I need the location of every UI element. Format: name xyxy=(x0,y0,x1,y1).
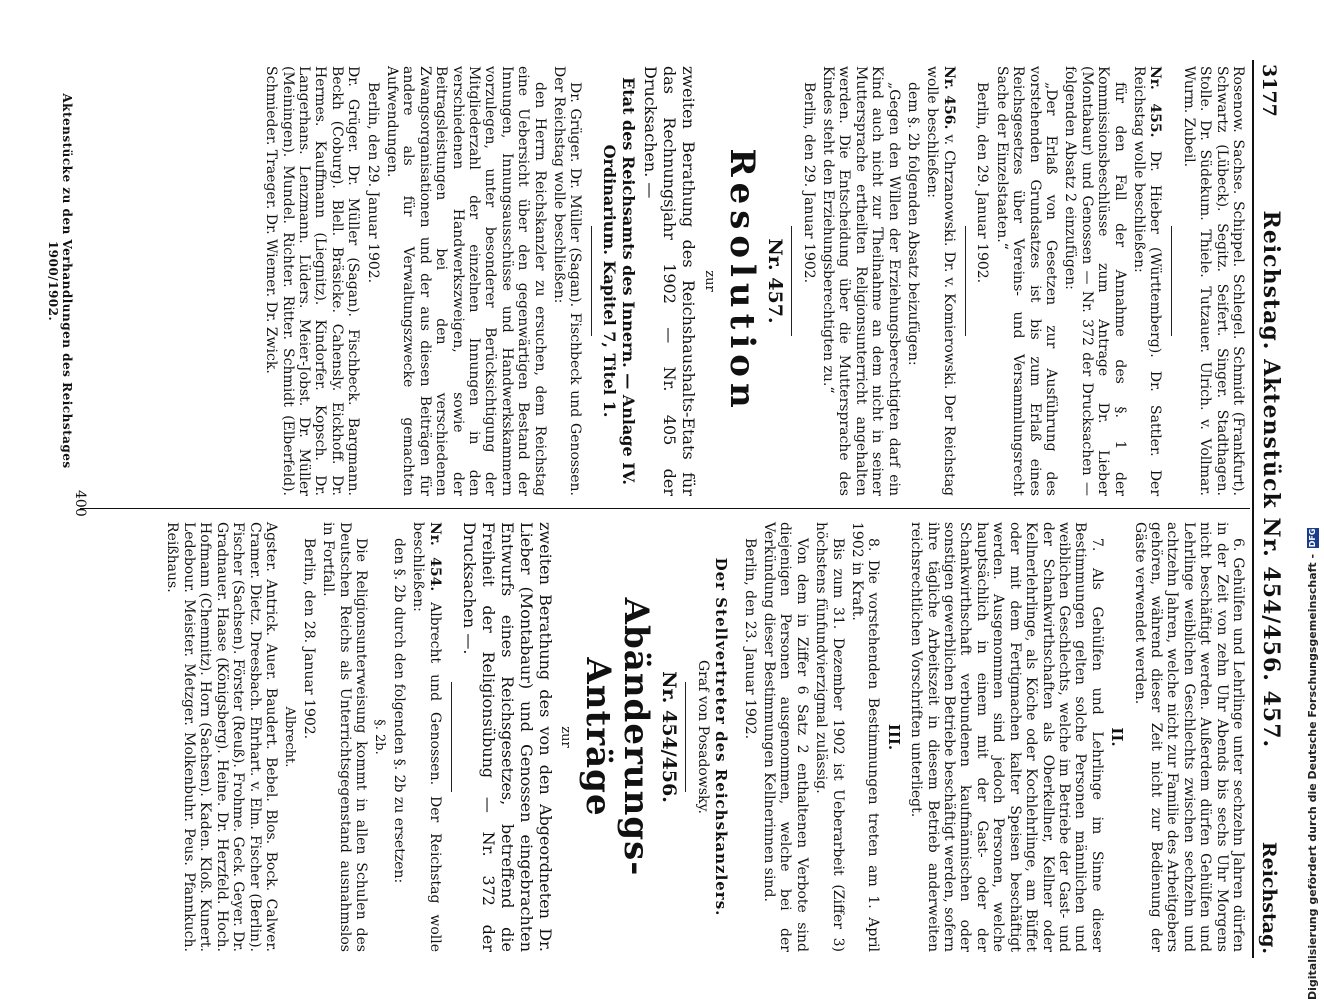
date-4: Berlin, den 29. Januar 1902. xyxy=(800,82,817,284)
etat-line: Etat des Reichsamts des Innern. — Anlage IV. Ordinarium. Kapitel 7, Titel 1. xyxy=(600,77,639,485)
page-header xyxy=(1258,64,1282,954)
digitization-text: Digitalisierung gefördert durch die Deutsche Forschungsgemeinschaft - xyxy=(1306,553,1319,1000)
nr-456: Nr. 456. xyxy=(940,66,957,130)
nr-456-text: v. Chrzanowski. Dr. v. Komierowski. Der Reichstag wolle beschließen: xyxy=(924,66,957,497)
nr-456-quote: „Gegen den Willen der Erziehungsberechtigten darf ein Kind auch nicht zur Theilnahme an dem nicht in seiner Muttersprache ertheilten Religionsunterricht angehalten werden. Die Entscheidung über die Muttersprache des Kindes steht den Erziehungsberechtigten zu.“ xyxy=(820,66,902,496)
para-8c: Von dem in Ziffer 6 Satz 2 enthaltenen Verbote sind diejenigen Personen ausgenommen, welche bei der Verkündung dieser Bestimmungen Kellnerinnen sind. xyxy=(761,522,810,952)
para-7: 7. Als Gehülfen und Lehrlinge im Sinne dieser Bestimmungen gelten solche Personen männlichen und weiblichen Geschlechts, welche im Betriebe der Gast- und der Schankwirthschaften als Oberkellner, Kellner oder Kellnerlehrlinge, als Köche oder Kochlehrlinge, am Büffet oder mit dem Fertigmachen kalter Speisen beschäftigt werden. Ausgenommen sind jedoch Personen, welche hauptsächlich in einem mit der Gast- oder der Schankwirthschaft verbundenen kaufmännischen oder sonstigen gewerblichen Betriebe beschäftigt werden, sofern ihre tägliche Arbeitszeit in diesem Betrieb anderweiten reichsrechtlichen Vorschriften unterliegt. xyxy=(908,522,1105,952)
header-rule xyxy=(1252,60,1254,958)
separator xyxy=(591,226,592,336)
zur-2: zur xyxy=(701,270,717,292)
para-8: 8. Die vorstehenden Bestimmungen treten am 1. April 1902 in Kraft. xyxy=(849,522,882,952)
para-2b: §. 2b. xyxy=(372,719,388,755)
separator xyxy=(451,682,452,792)
signature-title: Der Stellvertreter des Reichskanzlers. xyxy=(712,557,731,917)
header-title: Reichstag. Aktenstück Nr. 454/456. 457. xyxy=(1258,210,1284,749)
signatory-list-1: Agster. Antrick. Auer. Baudert. Bebel. Blos. Bock. Calwer. Cramer. Dietz. Dreesbach. Ehrhart. v. Elm. Fischer (Berlin). Fischer (Sachsen). Förster (Reuß). Frohme. Geck. Geyer. Dr. Gradnauer. Haase (Königsberg). Heine. Dr. Herzfeld. Hoch. Hofmann (Chemnitz). Horn (Sachsen). Kaden. Kloß. Kunert. Ledebour. Meister. Metzger. Molkenbuhr. Peus. Pfannkuch. Reißhaus. xyxy=(164,522,279,952)
para-8b: Bis zum 31. Dezember 1902 ist Ueberarbeit (Ziffer 3) höchstens fünfundvierzigmal zulässig. xyxy=(813,522,846,952)
resolution-signers: Dr. Grüger. Dr. Müller (Sagan). Fischbeck und Genossen. Der Reichstag wolle beschließen: xyxy=(551,66,584,496)
header-page-number: 3177 xyxy=(1258,64,1280,117)
para-6: 6. Gehülfen und Lehrlinge unter sechzehn Jahren dürfen in der Zeit von zehn Uhr Abends bis sechs Uhr Morgens nicht beschäftigt werden. Außerdem dürfen Gehülfen und Lehrlinge weiblichen Geschlechts zwischen sechzehn und achtzehn Jahren, welche nicht zur Familie des Arbeitgebers gehören, während dieser Zeit nicht zur Bedienung der Gäste verwendet werden. xyxy=(1131,522,1246,952)
column-left-side xyxy=(260,66,1246,496)
signer-albrecht: Albrecht. xyxy=(282,706,298,768)
amendment-title: Abänderungs-Anträge xyxy=(578,597,656,877)
nr-454-456: Nr. 454/456. xyxy=(658,671,681,803)
signatory-list-2: Dr. Grüger. Dr. Müller (Sagan). Fischbeck. Bargmann. Beckh (Coburg). Blell. Bräsicke. Cahensly. Eickhoff. Dr. Hermes. Kauffmann (Liegnitz). Kindorfer. Kopsch. Dr. Langerhans. Lenzmann. Lüders. Meier-Jobst. Dr. Müller (Meiningen). Mundel. Richter. Ritter. Schmidt (Elberfeld). Schmieder. Traeger. Dr. Wiemer. Dr. Zwick. xyxy=(263,66,362,496)
separator xyxy=(685,682,686,792)
nr-455: Nr. 455. xyxy=(1147,66,1164,138)
column-right-side xyxy=(161,522,1246,952)
section-ii: II. xyxy=(1108,727,1127,747)
date-2: Berlin, den 28. Januar 1902. xyxy=(300,538,317,740)
resolution-text: den Herrn Reichskanzler zu ersuchen, dem Reichstag eine Uebersicht über den gegenwärtigen Bestand der Innungen, Innungsausschüsse und Handwerkskammern vorzulegen, unter besonderer Berücksichtigung der Mitgliederzahl der einzelnen Innungen in den verschiedenen Handwerkszweigen, sowie der Beitragsleistungen bei den verschiedenen Zwangsorganisationen und der aus diesen Beiträgen für andere als für Verwaltungszwecke gemachten Aufwendungen. xyxy=(383,66,548,496)
date-5: Berlin, den 29. Januar 1902. xyxy=(364,82,381,284)
nr-457: Nr. 457. xyxy=(764,238,787,324)
nr-456-body: dem §. 2b folgenden Absatz beizufügen: xyxy=(905,82,922,366)
signatory-list-cont: Rosenow. Sachse. Schippel. Schlegel. Schmidt (Frankfurt). Schwartz (Lübeck). Segitz. Seifert. Singer. Stadthagen. Stolle. Dr. Südekum. Thiele. Tutzauer. Ulrich. v. Vollmar. Wurm. Zubeil. xyxy=(1180,66,1246,496)
zur-1: zur xyxy=(558,726,573,748)
nr-455-body: für den Fall der Annahme des §. 1 der Kommissionsbeschlüsse zum Antrage Dr. Lieber (Montabaur) und Genossen — Nr. 372 der Drucksachen — folgenden Absatz 2 einzufügen: xyxy=(1062,66,1128,496)
separator xyxy=(791,226,792,336)
amendment-motion: zweiten Berathung des von den Abgeordneten Dr. Lieber (Montabaur) und Genossen eingebrachten Entwurfs eines Reichsgesetzes, betreffend die Freiheit der Religionsübung — Nr. 372 der Drucksachen —. xyxy=(459,522,555,952)
separator xyxy=(965,226,966,336)
quote-2b: Die Religionsunterweisung kommt in allen Schulen des Deutschen Reichs als Unterrichtsgegenstand ausnahmslos in Fortfall. xyxy=(320,522,369,952)
page-number: 400 xyxy=(72,490,88,517)
date-3: Berlin, den 29. Januar 1902. xyxy=(974,82,991,284)
nr-454-names: Albrecht und Genossen. Der Reichstag wolle beschließen: xyxy=(410,522,443,952)
nr-455-text: Dr. Hieber (Württemberg). Dr. Sattler. Der Reichstag wolle beschließen: xyxy=(1130,66,1164,497)
signature-name: Graf von Posadowsky. xyxy=(694,659,711,814)
separator xyxy=(1171,226,1172,336)
nr-454-text: den §. 2b durch den folgenden §. 2b zu ersetzen: xyxy=(390,538,407,884)
footer-note: Aktenstücke zu den Verhandlungen des Reichstages 1900/1902. xyxy=(46,93,74,469)
date-1: Berlin, den 23. Januar 1902. xyxy=(741,538,758,740)
nr-455-quote: „Der Erlaß von Gesetzen zur Ausführung des vorstehenden Grundsatzes ist bis zum Erlaß eines Reichsgesetzes über Vereins- und Versammlungsrecht Sache der Einzelstaaten.“ xyxy=(993,66,1059,496)
nr-454: Nr. 454. xyxy=(426,522,443,592)
header-right: Reichstag. xyxy=(1258,841,1280,954)
dfg-logo: DFG xyxy=(1307,528,1317,548)
column-divider xyxy=(80,508,1250,509)
resolution-motion: zweiten Berathung des Reichshaushalts-Etats für das Rechnungsjahr 1902 — Nr. 405 der Drucksachen. — xyxy=(641,66,699,496)
resolution-title: Resolution xyxy=(721,148,762,414)
section-iii: III. xyxy=(884,723,903,751)
